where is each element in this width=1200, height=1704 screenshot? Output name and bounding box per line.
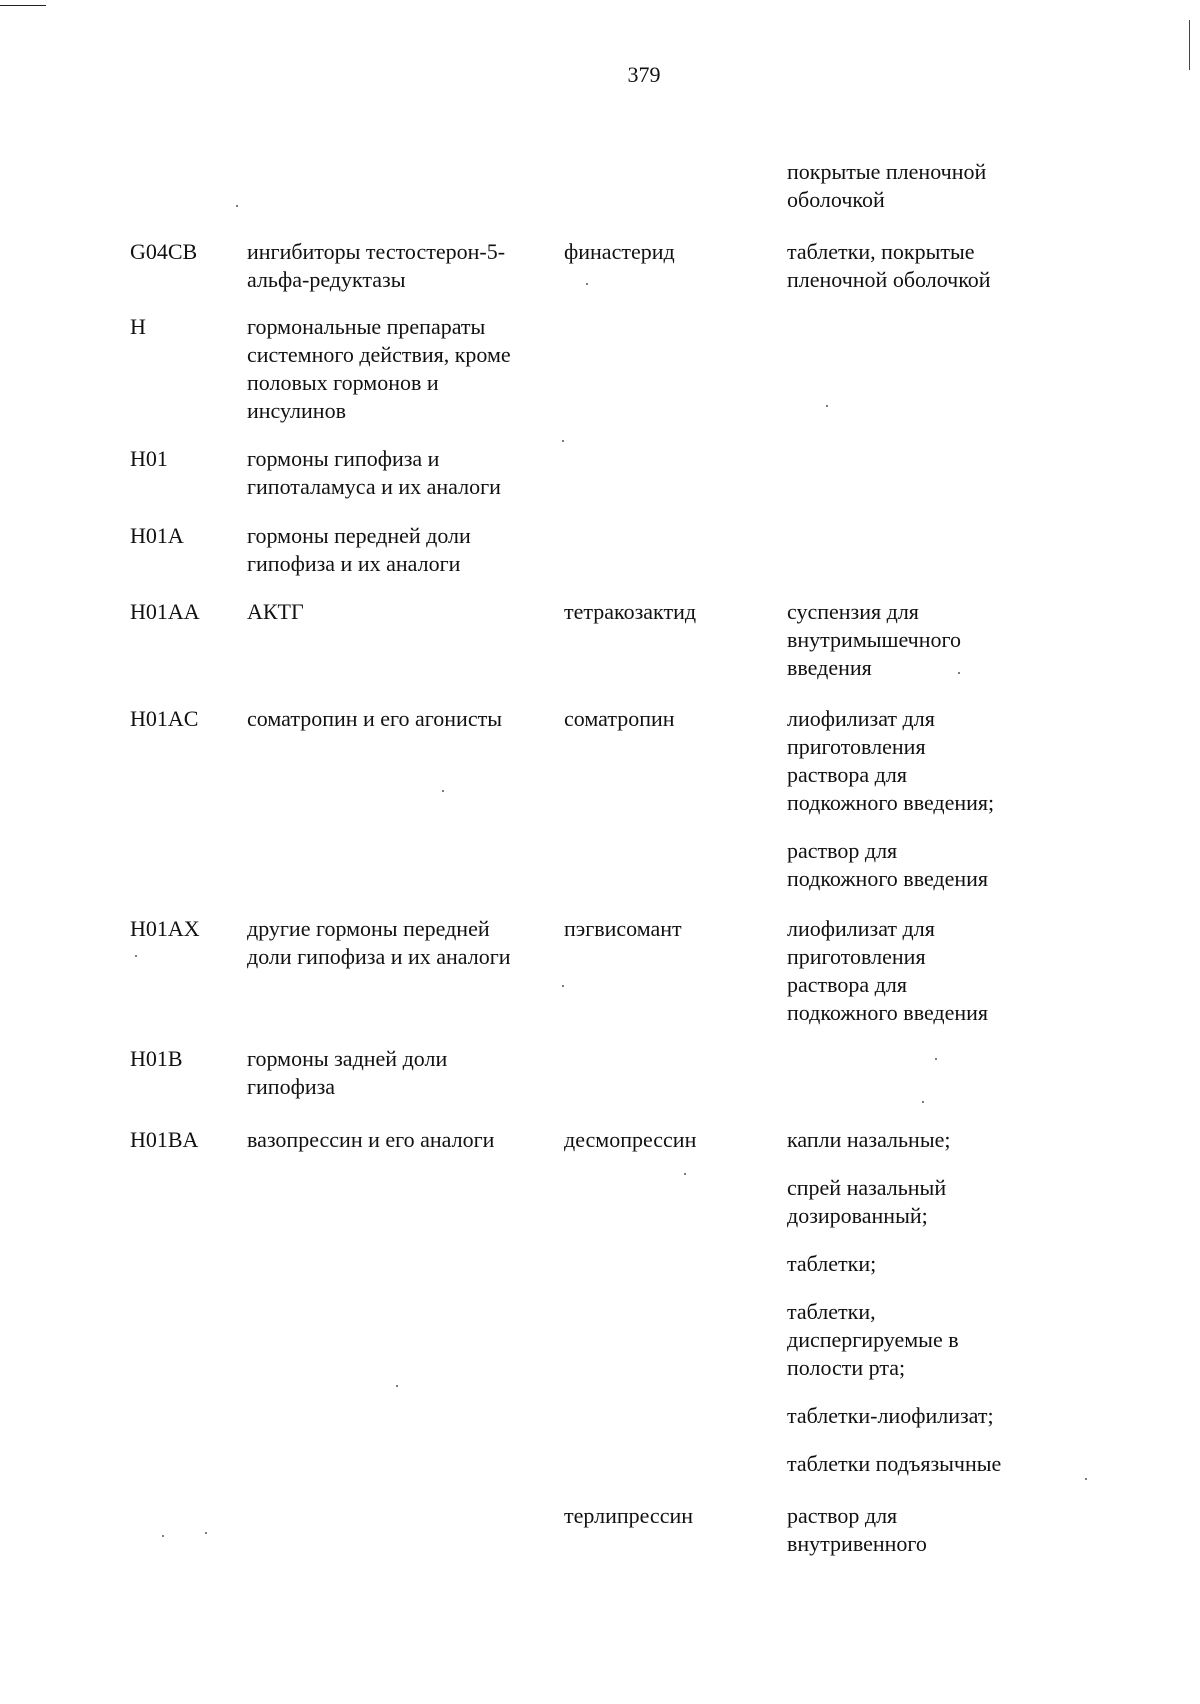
group-description <box>247 915 557 971</box>
scan-speck <box>1085 1478 1087 1480</box>
dosage-forms <box>787 915 1087 1027</box>
text-line: половых гормонов и <box>247 370 439 395</box>
text-line: лиофилизат для <box>787 916 935 941</box>
text-line: инсулинов <box>247 398 346 423</box>
scan-speck <box>826 405 828 407</box>
dosage-form <box>787 705 1087 817</box>
dosage-form <box>787 598 1087 682</box>
text-line: оболочкой <box>787 187 885 212</box>
text-line: пленочной оболочкой <box>787 267 991 292</box>
text-line: подкожного введения; <box>787 790 995 815</box>
scan-speck <box>396 1385 398 1387</box>
dosage-form <box>787 1298 1087 1382</box>
dosage-forms <box>787 598 1087 682</box>
group-description <box>247 238 557 294</box>
group-description <box>247 1045 557 1101</box>
text-line: спрей назальный <box>787 1175 947 1200</box>
scan-speck <box>935 1058 937 1060</box>
dosage-forms <box>787 705 1087 893</box>
atc-code: G04CB <box>130 239 198 264</box>
drug-name: финастерид <box>564 239 675 264</box>
dosage-forms <box>787 1502 1087 1558</box>
text-line: раствор для <box>787 838 898 863</box>
dosage-form <box>787 1174 1087 1230</box>
text-line: доли гипофиза и их аналоги <box>247 944 511 969</box>
text-line: подкожного введения <box>787 1000 989 1025</box>
text-line: раствор для <box>787 1503 898 1528</box>
dosage-form <box>787 1450 1087 1478</box>
text-line: суспензия для <box>787 599 919 624</box>
atc-code: H01AX <box>130 916 200 941</box>
atc-code: H01A <box>130 523 184 548</box>
text-line: гипоталамуса и их аналоги <box>247 474 501 499</box>
scan-speck <box>958 672 960 674</box>
dosage-forms <box>787 238 1087 294</box>
text-line: АКТГ <box>247 599 304 624</box>
text-line: дозированный; <box>787 1203 928 1228</box>
dosage-form <box>787 837 1087 893</box>
text-line: внутривенного <box>787 1531 927 1556</box>
text-line: таблетки подъязычные <box>787 1451 1002 1476</box>
dosage-forms <box>787 158 1087 214</box>
text-line: лиофилизат для <box>787 706 935 731</box>
scan-speck <box>236 205 238 207</box>
scan-speck <box>135 955 137 957</box>
atc-code: H01BA <box>130 1127 199 1152</box>
scan-speck <box>442 790 444 792</box>
dosage-form <box>787 238 1087 294</box>
group-description <box>247 1126 557 1154</box>
text-line: ингибиторы тестостерон-5- <box>247 239 506 264</box>
text-line: вазопрессин и его аналоги <box>247 1127 495 1152</box>
group-description <box>247 313 557 425</box>
text-line: таблетки, <box>787 1299 876 1324</box>
text-line: капли назальные; <box>787 1127 951 1152</box>
scan-speck <box>922 1101 924 1103</box>
drug-name: соматропин <box>564 706 675 731</box>
scan-speck <box>586 283 588 285</box>
text-line: гормоны гипофиза и <box>247 446 440 471</box>
group-description <box>247 598 557 626</box>
text-line: гормоны передней доли <box>247 523 471 548</box>
text-line: альфа-редуктазы <box>247 267 406 292</box>
text-line: соматропин и его агонисты <box>247 706 502 731</box>
text-line: гипофиза <box>247 1074 336 1099</box>
drug-name: пэгвисомант <box>564 916 682 941</box>
dosage-form <box>787 158 1087 214</box>
text-line: таблетки, покрытые <box>787 239 975 264</box>
drug-name: десмопрессин <box>564 1127 697 1152</box>
dosage-form <box>787 1402 1087 1430</box>
text-line: другие гормоны передней <box>247 916 490 941</box>
dosage-form <box>787 1502 1087 1558</box>
text-line: внутримышечного <box>787 627 961 652</box>
text-line: раствора для <box>787 762 907 787</box>
drug-name: тетракозактид <box>564 599 697 624</box>
atc-code: H01AA <box>130 599 200 624</box>
scan-speck <box>684 1173 686 1175</box>
scan-speck <box>562 440 564 442</box>
scan-speck <box>562 985 564 987</box>
page-number: 379 <box>627 62 661 87</box>
text-line: диспергируемые в <box>787 1327 959 1352</box>
text-line: гипофиза и их аналоги <box>247 551 461 576</box>
text-line: системного действия, кроме <box>247 342 511 367</box>
text-line: подкожного введения <box>787 866 989 891</box>
text-line: приготовления <box>787 944 926 969</box>
text-line: гормоны задней доли <box>247 1046 448 1071</box>
text-line: таблетки; <box>787 1251 877 1276</box>
text-line: введения <box>787 655 872 680</box>
group-description <box>247 522 557 578</box>
atc-code: H <box>130 314 146 339</box>
scan-speck <box>205 1532 207 1534</box>
dosage-forms <box>787 1126 1087 1478</box>
text-line: гормональные препараты <box>247 314 486 339</box>
text-line: приготовления <box>787 734 926 759</box>
group-description <box>247 705 557 733</box>
atc-code: H01AC <box>130 706 199 731</box>
atc-code: H01B <box>130 1046 183 1071</box>
text-line: покрытые пленочной <box>787 159 987 184</box>
drug-name: терлипрессин <box>564 1503 694 1528</box>
scan-speck <box>162 1535 164 1537</box>
atc-code: H01 <box>130 446 168 471</box>
text-line: таблетки-лиофилизат; <box>787 1403 994 1428</box>
dosage-form <box>787 1126 1087 1154</box>
text-line: полости рта; <box>787 1355 906 1380</box>
group-description <box>247 445 557 501</box>
dosage-form <box>787 1250 1087 1278</box>
text-line: раствора для <box>787 972 907 997</box>
dosage-form <box>787 915 1087 1027</box>
